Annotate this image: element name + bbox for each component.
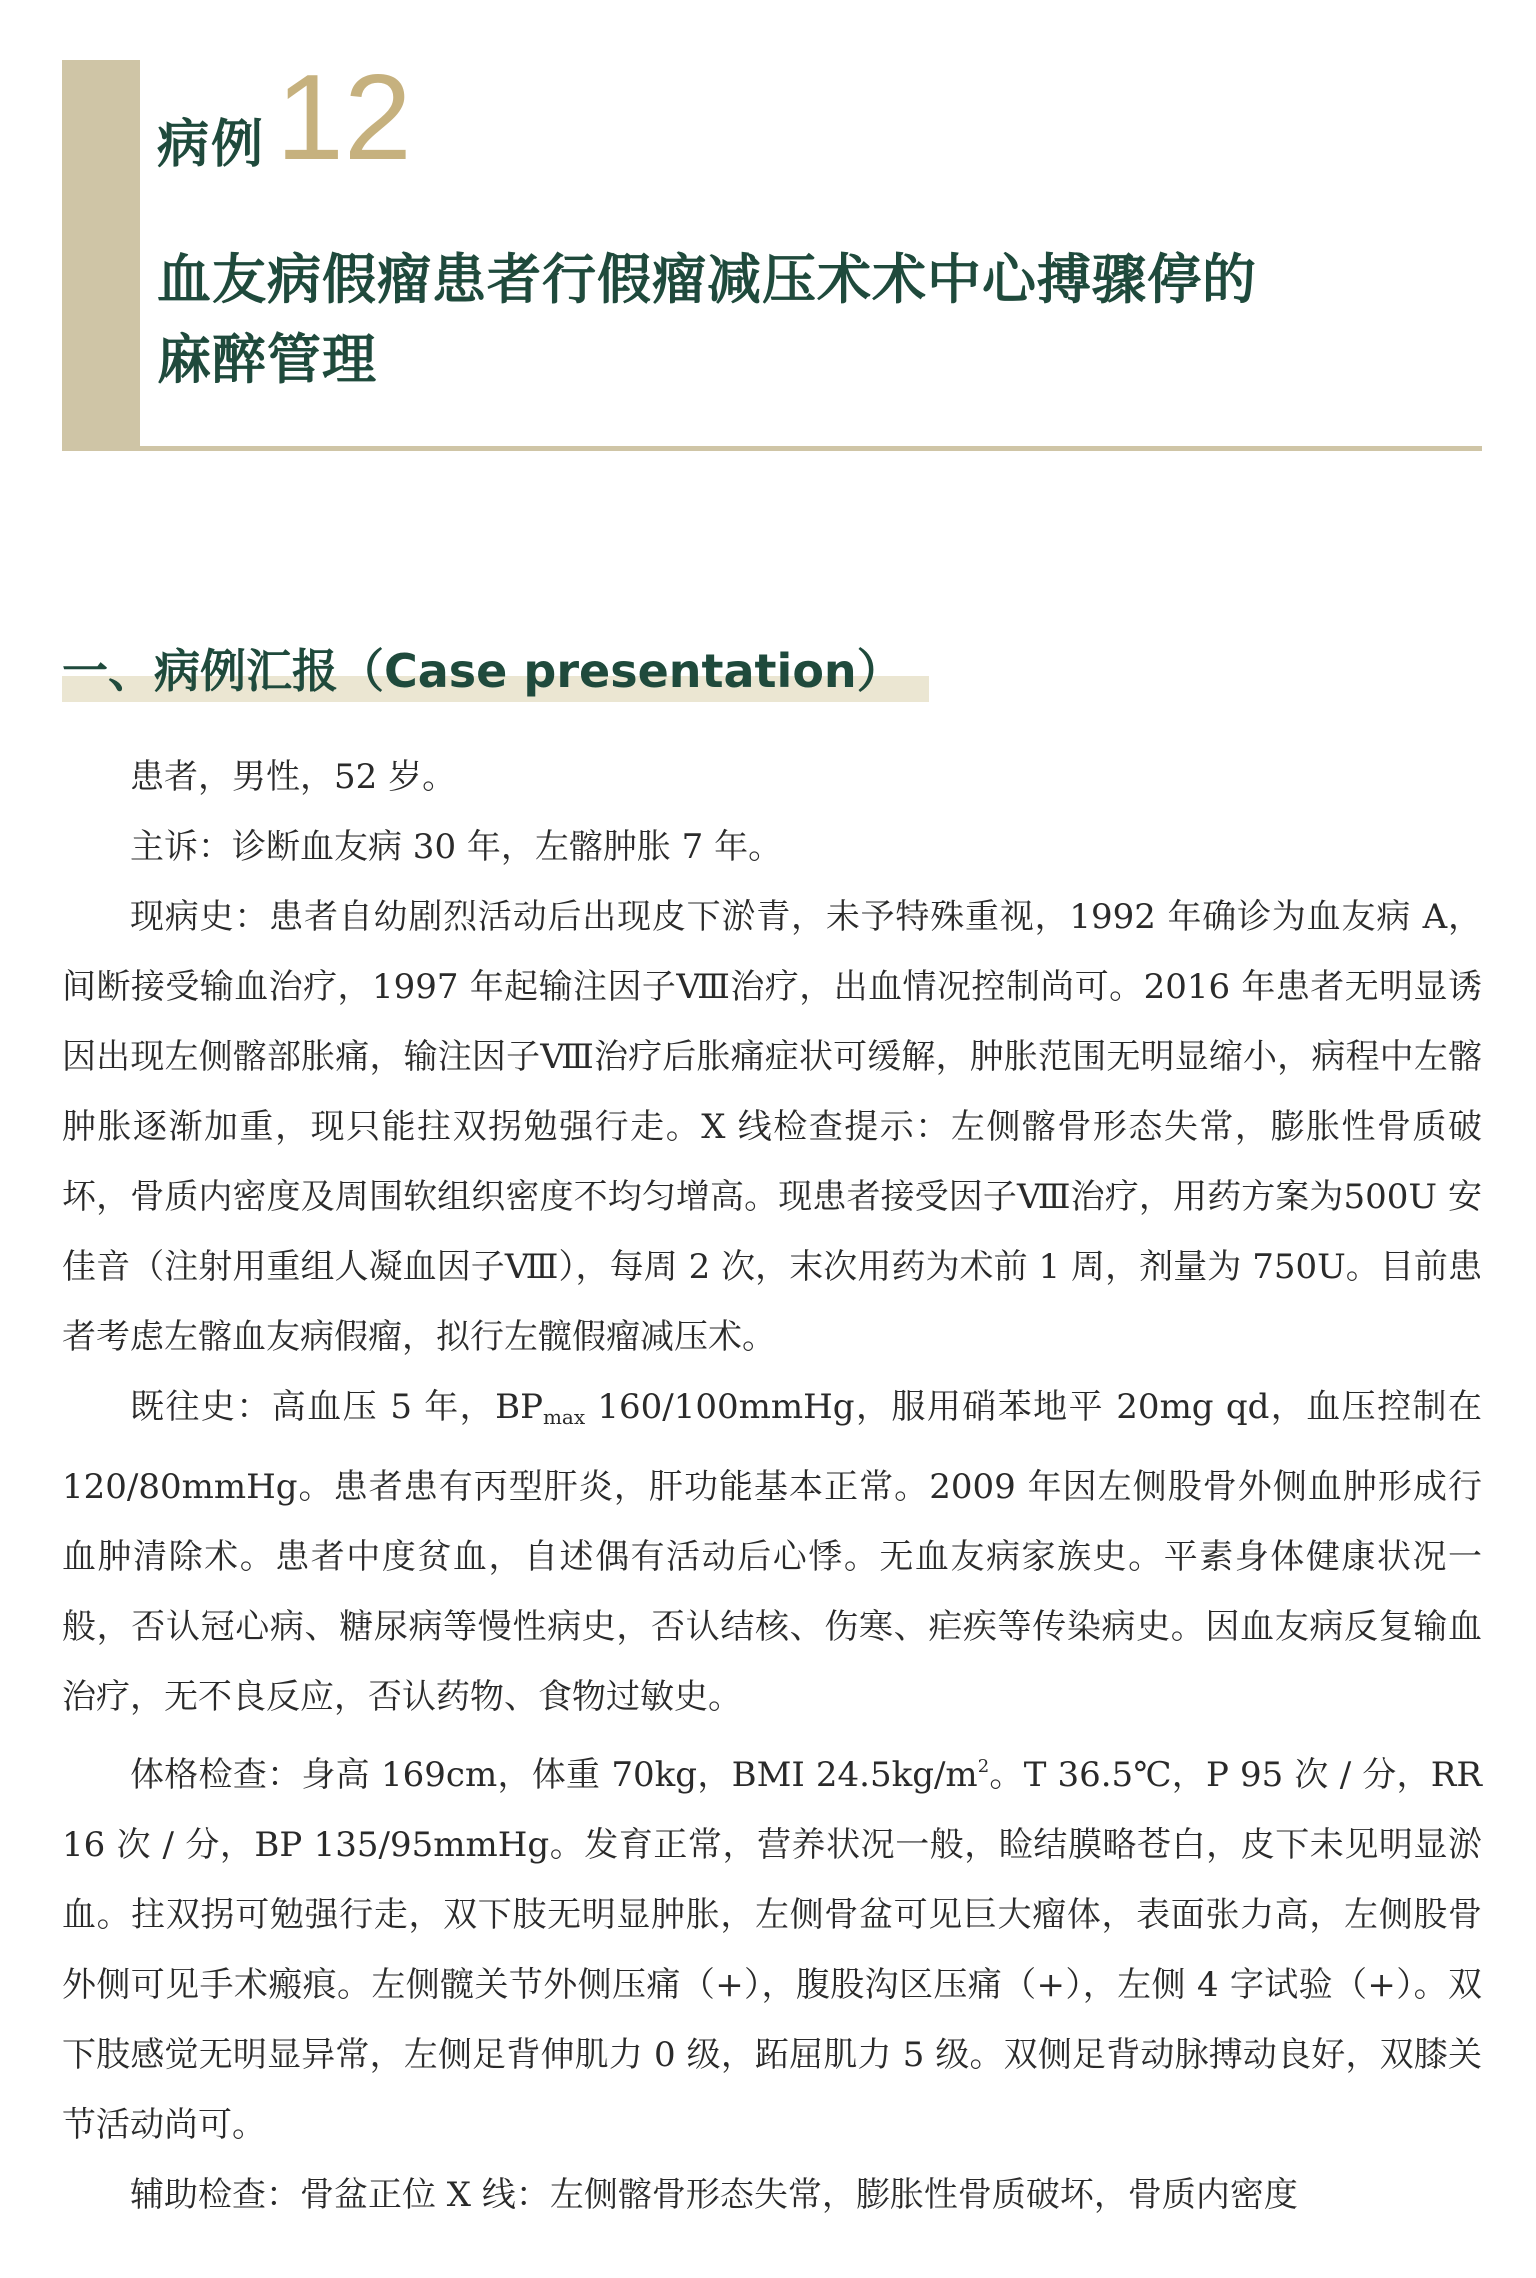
physical-exam-text-b: 。T 36.5℃，P 95 次 / 分，RR 16 次 / 分，BP 135/95mmHg。发育正常，营养状况一般，睑结膜略苍白，皮下未见明显淤血。拄双拐可勉强行走，双下肢无明显肿胀，左侧骨盆可见巨大瘤体，表面张力高，左侧股骨外侧可见手术瘢痕。左侧髋关节外侧压痛（+），腹股沟区压痛（+），左侧 4 字试验（+）。双下肢感觉无明显异常，左侧足背伸肌力 0 级，跖屈肌力 5 级。双侧足背动脉搏动良好，双膝关节活动尚可。 — [62, 1755, 1483, 2145]
paragraph-past-history — [62, 1372, 1482, 1732]
header-accent-bar — [62, 60, 140, 450]
section-heading: 一、病例汇报（Case presentation） — [62, 640, 929, 702]
physical-exam-text-a: 体格检查：身高 169cm，体重 70kg，BMI 24.5kg/m — [130, 1755, 978, 1795]
paragraph-chief-complaint: 主诉：诊断血友病 30 年，左髂肿胀 7 年。 — [130, 827, 783, 867]
paragraph-physical-exam — [62, 1732, 1482, 2160]
case-number: 12 — [276, 49, 412, 185]
chapter-header — [62, 49, 1482, 450]
case-body — [62, 742, 1482, 2230]
paragraph-auxiliary-exam: 辅助检查：骨盆正位 X 线：左侧髂骨形态失常，膨胀性骨质破坏，骨质内密度 — [130, 2175, 1298, 2215]
bp-subscript: max — [542, 1405, 586, 1429]
case-label: 病例 — [157, 115, 266, 175]
past-history-text-a: 既往史：高血压 5 年，BP — [130, 1387, 543, 1427]
bmi-superscript: 2 — [977, 1756, 990, 1777]
chapter-title-line-2: 麻醉管理 — [157, 328, 377, 391]
chapter-title — [157, 240, 1417, 400]
paragraph-patient: 患者，男性，52 岁。 — [130, 757, 457, 797]
past-history-text-b: 160/100mmHg，服用硝苯地平 20mg qd，血压控制在 120/80mmHg。患者患有丙型肝炎，肝功能基本正常。2009 年因左侧股骨外侧血肿形成行血肿清除术。患者中度贫血，自述偶有活动后心悸。无血友病家族史。平素身体健康状况一般，否认冠心病、糖尿病等慢性病史，否认结核、伤寒、疟疾等传染病史。因血友病反复输血治疗，无不良反应，否认药物、食物过敏史。 — [62, 1387, 1482, 1717]
chapter-title-line-1: 血友病假瘤患者行假瘤减压术术中心搏骤停的 — [157, 248, 1257, 311]
header-divider — [62, 446, 1482, 451]
paragraph-present-history: 现病史：患者自幼剧烈活动后出现皮下淤青，未予特殊重视，1992 年确诊为血友病 A，间断接受输血治疗，1997 年起输注因子Ⅷ治疗，出血情况控制尚可。2016 年患者无明显诱因出现左侧髂部胀痛，输注因子Ⅷ治疗后胀痛症状可缓解，肿胀范围无明显缩小，病程中左髂肿胀逐渐加重，现只能拄双拐勉强行走。X 线检查提示：左侧髂骨形态失常，膨胀性骨质破坏，骨质内密度及周围软组织密度不均匀增高。现患者接受因子Ⅷ治疗，用药方案为500U 安佳音（注射用重组人凝血因子Ⅷ），每周 2 次，末次用药为术前 1 周，剂量为 750U。目前患者考虑左髂血友病假瘤，拟行左髋假瘤减压术。 — [62, 897, 1482, 1357]
